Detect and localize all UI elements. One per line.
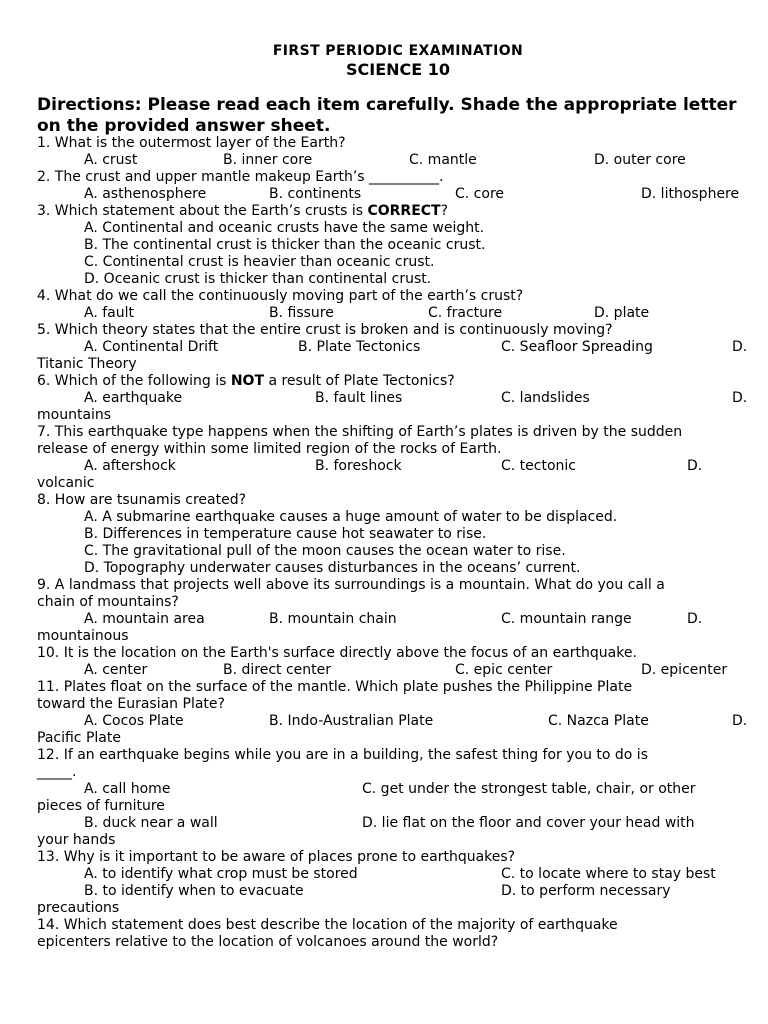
choice-d: D. — [732, 713, 748, 729]
question-stem: 2. The crust and upper mantle makeup Earth’s __________. — [37, 169, 444, 185]
stem-emphasis: NOT — [230, 373, 264, 389]
choice-c: C. core — [455, 186, 504, 202]
exam-subject: SCIENCE 10 — [345, 60, 451, 79]
choice-row — [37, 611, 752, 628]
choice-d: D. — [687, 458, 703, 474]
question-stem: 10. It is the location on the Earth's surface directly above the focus of an earthquake. — [37, 645, 637, 661]
question-stem — [37, 373, 752, 390]
choice-a: A. Continental Drift — [84, 339, 219, 355]
choice-d-wrap: Pacific Plate — [37, 730, 121, 746]
choice-row — [37, 883, 752, 900]
question-list — [37, 135, 752, 951]
stem-text: 6. Which of the following is — [37, 373, 231, 389]
choice-c: C. The gravitational pull of the moon causes the ocean water to rise. — [84, 543, 566, 559]
choice-a: A. aftershock — [84, 458, 176, 474]
choice-a: A. Cocos Plate — [84, 713, 184, 729]
choice-c: C. fracture — [428, 305, 503, 321]
choice-d: D. epicenter — [641, 662, 728, 678]
choice-row — [37, 186, 752, 203]
choice-a: A. A submarine earthquake causes a huge amount of water to be displaced. — [84, 509, 618, 525]
question-stem-cont: chain of mountains? — [37, 594, 179, 610]
choice-c: C. mantle — [409, 152, 477, 168]
question-stem-cont: _____. — [37, 764, 77, 780]
choice-c: C. mountain range — [501, 611, 632, 627]
choice-b: B. direct center — [223, 662, 332, 678]
question-stem: 11. Plates float on the surface of the mantle. Which plate pushes the Philippine Plate — [37, 679, 633, 695]
question-stem-cont: toward the Eurasian Plate? — [37, 696, 225, 712]
choice-d-wrap: your hands — [37, 832, 116, 848]
choice-c: C. get under the strongest table, chair, or other — [362, 781, 696, 797]
choice-b: B. fault lines — [315, 390, 403, 406]
choice-b: B. to identify when to evacuate — [84, 883, 304, 899]
choice-c-wrap: pieces of furniture — [37, 798, 165, 814]
choice-d: D. plate — [594, 305, 650, 321]
choice-d-wrap: mountains — [37, 407, 112, 423]
choice-b: B. inner core — [223, 152, 313, 168]
choice-d: D. lithosphere — [641, 186, 740, 202]
choice-row — [37, 390, 752, 407]
choice-c: C. Nazca Plate — [548, 713, 649, 729]
choice-b: B. The continental crust is thicker than the oceanic crust. — [84, 237, 486, 253]
choice-d-wrap: mountainous — [37, 628, 129, 644]
choice-row — [37, 866, 752, 883]
choice-b: B. foreshock — [315, 458, 402, 474]
stem-emphasis: CORRECT — [367, 203, 441, 219]
choice-d-wrap: Titanic Theory — [37, 356, 137, 372]
choice-a: A. fault — [84, 305, 134, 321]
choice-d: D. — [732, 339, 748, 355]
choice-d: D. Topography underwater causes disturbances in the oceans’ current. — [84, 560, 581, 576]
choice-c: C. landslides — [501, 390, 590, 406]
question-stem: 5. Which theory states that the entire crust is broken and is continuously moving? — [37, 322, 613, 338]
choice-b: B. mountain chain — [269, 611, 397, 627]
question-stem — [37, 203, 752, 220]
choice-c: C. Continental crust is heavier than oceanic crust. — [84, 254, 435, 270]
choice-c: C. to locate where to stay best — [501, 866, 716, 882]
choice-d: D. outer core — [594, 152, 686, 168]
choice-row — [37, 458, 752, 475]
choice-b: B. Indo-Australian Plate — [269, 713, 434, 729]
question-stem: 4. What do we call the continuously moving part of the earth’s crust? — [37, 288, 524, 304]
choice-b: B. Differences in temperature cause hot seawater to rise. — [84, 526, 487, 542]
stem-text: ? — [440, 203, 449, 219]
question-stem-cont: release of energy within some limited region of the rocks of Earth. — [37, 441, 502, 457]
choice-a: A. call home — [84, 781, 171, 797]
choice-a: A. asthenosphere — [84, 186, 207, 202]
choice-d: D. Oceanic crust is thicker than continental crust. — [84, 271, 432, 287]
choice-row — [37, 781, 752, 798]
choice-c: C. Seafloor Spreading — [501, 339, 653, 355]
choice-a: A. to identify what crop must be stored — [84, 866, 358, 882]
choice-row — [37, 305, 752, 322]
choice-c: C. epic center — [455, 662, 553, 678]
choice-d: D. lie flat on the floor and cover your head with — [362, 815, 695, 831]
choice-d: D. — [687, 611, 703, 627]
choice-a: A. mountain area — [84, 611, 205, 627]
choice-d-wrap: precautions — [37, 900, 120, 916]
choice-b: B. fissure — [269, 305, 334, 321]
stem-text: 3. Which statement about the Earth’s crusts is — [37, 203, 368, 219]
choice-row — [37, 713, 752, 730]
choice-d: D. to perform necessary — [501, 883, 671, 899]
choice-a: A. earthquake — [84, 390, 183, 406]
choice-b: B. Plate Tectonics — [298, 339, 421, 355]
choice-b: B. continents — [269, 186, 362, 202]
stem-text: a result of Plate Tectonics? — [264, 373, 455, 389]
question-stem: 7. This earthquake type happens when the shifting of Earth’s plates is driven by the sudden — [37, 424, 683, 440]
choice-a: A. Continental and oceanic crusts have the same weight. — [84, 220, 485, 236]
question-stem-cont: epicenters relative to the location of volcanoes around the world? — [37, 934, 499, 950]
choice-b: B. duck near a wall — [84, 815, 218, 831]
choice-d-wrap: volcanic — [37, 475, 95, 491]
question-stem: 9. A landmass that projects well above its surroundings is a mountain. What do you call a — [37, 577, 665, 593]
choice-c: C. tectonic — [501, 458, 576, 474]
choice-row — [37, 339, 752, 356]
choice-row — [37, 815, 752, 832]
question-stem: 1. What is the outermost layer of the Earth? — [37, 135, 346, 151]
choice-row — [37, 152, 752, 169]
choice-a: A. center — [84, 662, 148, 678]
question-stem: 12. If an earthquake begins while you are in a building, the safest thing for you to do is — [37, 747, 648, 763]
exam-title: FIRST PERIODIC EXAMINATION — [272, 43, 524, 59]
choice-d: D. — [732, 390, 748, 406]
choice-a: A. crust — [84, 152, 138, 168]
choice-row — [37, 662, 752, 679]
question-stem: 8. How are tsunamis created? — [37, 492, 247, 508]
question-stem: 14. Which statement does best describe the location of the majority of earthquake — [37, 917, 618, 933]
directions: Directions: Please read each item carefully. Shade the appropriate letter on the provided answer sheet. — [37, 95, 737, 136]
question-stem: 13. Why is it important to be aware of places prone to earthquakes? — [37, 849, 516, 865]
